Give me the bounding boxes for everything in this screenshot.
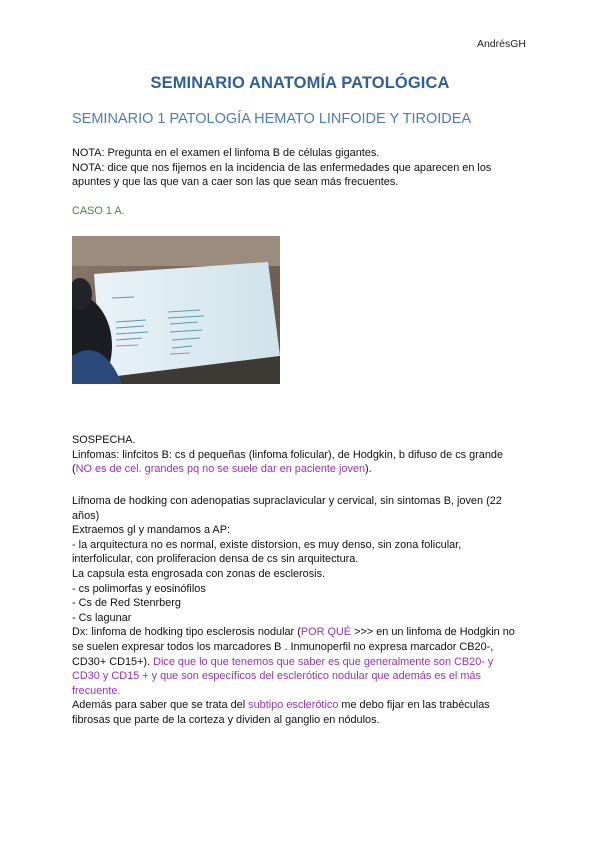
- paren-close: ).: [365, 463, 372, 476]
- sospecha-line: [72, 462, 542, 477]
- clinical-line: La capsula esta engrosada con zonas de esclerosis.: [72, 567, 326, 580]
- clinical-line: - cs polimorfas y eosinófilos: [72, 582, 206, 595]
- diagnosis-text: >>> en un linfoma de Hodgkin no: [351, 626, 515, 639]
- paren-open: (: [72, 463, 76, 476]
- clinical-line: años): [72, 509, 100, 522]
- note-line: NOTA: dice que nos fijemos en la incidencia de las enfermedades que aparecen en los: [72, 161, 492, 174]
- clinical-line: - Cs lagunar: [72, 611, 132, 624]
- notes-block: [72, 146, 542, 190]
- highlight-text: POR QUÉ: [300, 626, 352, 639]
- clinical-line: Lifnoma de hodking con adenopatias supraclavicular y cervical, sin sintomas B, joven (22: [72, 495, 502, 507]
- highlight-text: subtipo esclerótico: [248, 699, 339, 712]
- case-label: CASO 1 A.: [72, 205, 125, 217]
- diagnosis-line: CD30 y CD15 + y que son específicos del esclerótico nodular que además es el más: [72, 670, 481, 683]
- clinical-block: [72, 494, 542, 728]
- diagnosis-text: CD30+ CD15+).: [72, 655, 154, 668]
- diagnosis-line: [72, 698, 542, 713]
- author-name: AndrésGH: [476, 38, 526, 50]
- highlight-text: NO es de cel. grandes pq no se suele dar en paciente joven: [75, 463, 366, 476]
- diagnosis-line: frecuente.: [72, 684, 121, 697]
- photo-illustration: [72, 236, 280, 384]
- clinical-line: - la arquitectura no es normal, existe distorsion, es muy denso, sin zona folicular,: [72, 538, 462, 551]
- diagnosis-line: [72, 625, 542, 640]
- note-line: apuntes y que las que van a caer son las que sean más frecuentes.: [72, 176, 399, 189]
- diagnosis-line: se suelen expresar todos los marcadores B . Inmunoperfil no expresa marcador CB20-,: [72, 640, 494, 653]
- highlight-text: Dice que lo que tenemos que saber es que generalmente son CB20- y: [153, 655, 494, 668]
- diagnosis-text: me debo fijar en las trabéculas: [338, 699, 490, 712]
- note-line: NOTA: Pregunta en el examen el linfoma B de células gigantes.: [72, 147, 380, 159]
- diagnosis-text: Dx: linfoma de hodking tipo esclerosis nodular (: [72, 626, 301, 639]
- sospecha-line: Linfomas: linfcitos B: cs d pequeñas (linfoma folicular), de Hodgkin, b difuso de cs grande: [72, 448, 504, 461]
- sospecha-heading: SOSPECHA.: [72, 434, 136, 446]
- clinical-line: interfolicular, con proliferacion densa de cs sin arquitectura.: [72, 553, 359, 566]
- document-title: SEMINARIO ANATOMÍA PATOLÓGICA: [150, 74, 450, 92]
- document-subtitle: SEMINARIO 1 PATOLOGÍA HEMATO LINFOIDE Y TIROIDEA: [72, 111, 472, 127]
- clinical-line: - Cs de Red Stenrberg: [72, 597, 181, 610]
- clinical-line: Extraemos gl y mandamos a AP:: [72, 524, 230, 537]
- diagnosis-line: fibrosas que parte de la corteza y dividen al ganglio en nódulos.: [72, 713, 380, 726]
- sospecha-block: [72, 433, 542, 477]
- projector-slide-photo: [72, 236, 280, 384]
- diagnosis-line: [72, 655, 542, 670]
- diagnosis-text: Además para saber que se trata del: [72, 699, 249, 712]
